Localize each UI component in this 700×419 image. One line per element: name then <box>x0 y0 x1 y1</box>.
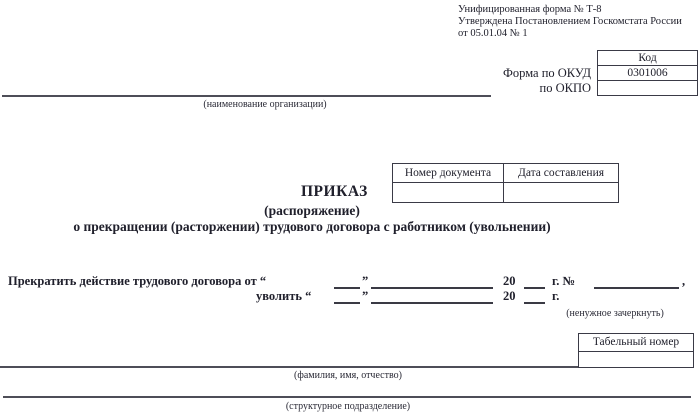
day1-blank[interactable] <box>334 276 360 289</box>
code-box-header: Код <box>598 51 697 66</box>
day2-blank[interactable] <box>334 291 360 304</box>
personnel-number-header: Табельный номер <box>579 334 693 352</box>
code-box <box>597 50 698 96</box>
doc-number-column <box>393 164 503 202</box>
month1-blank[interactable] <box>371 276 493 289</box>
form-meta-block <box>458 4 682 40</box>
year1-suffix-number-label: г. № <box>552 274 576 288</box>
approval-date-line: от 05.01.04 № 1 <box>458 27 528 39</box>
personnel-number-box <box>578 333 694 368</box>
fio-field[interactable] <box>0 366 578 368</box>
order-subject: о прекращении (расторжении) трудового договора с работником (увольнении) <box>73 219 551 234</box>
division-field[interactable] <box>3 396 691 398</box>
year1-blank[interactable] <box>524 276 545 289</box>
organization-name-field[interactable] <box>2 95 491 97</box>
close-quote-2: ” <box>362 289 369 303</box>
close-quote-1: ” <box>362 274 369 288</box>
year2-suffix: г. <box>552 289 560 303</box>
line1-comma: , <box>682 274 686 288</box>
okud-label: Форма по ОКУД <box>503 66 591 80</box>
month2-blank[interactable] <box>371 291 493 304</box>
division-caption: (структурное подразделение) <box>285 401 411 412</box>
okud-code-cell: 0301006 <box>598 66 697 81</box>
okpo-label: по ОКПО <box>539 81 591 95</box>
form-type-line: Унифицированная форма № Т-8 <box>458 4 602 15</box>
year2-blank[interactable] <box>524 291 545 304</box>
order-subtitle: (распоряжение) <box>264 203 360 218</box>
dismiss-text: уволить “ <box>256 289 312 303</box>
doc-date-header: Дата составления <box>504 164 618 183</box>
doc-number-header: Номер документа <box>393 164 503 183</box>
fio-caption: (фамилия, имя, отчество) <box>294 370 402 381</box>
order-number-blank[interactable] <box>594 276 679 289</box>
strike-note: (ненужное зачеркнуть) <box>566 308 664 319</box>
approval-line: Утверждена Постановлением Госкомстата России <box>458 15 682 27</box>
doc-date-column <box>503 164 618 202</box>
order-title: ПРИКАЗ <box>301 183 368 200</box>
okpo-code-cell[interactable] <box>598 81 697 95</box>
doc-number-cell[interactable] <box>393 183 503 202</box>
doc-date-cell[interactable] <box>504 183 618 202</box>
personnel-number-cell[interactable] <box>579 352 693 367</box>
organization-caption: (наименование организации) <box>203 99 327 110</box>
year1-prefix: 20 <box>503 274 516 288</box>
terminate-contract-text: Прекратить действие трудового договора от “ <box>8 274 267 288</box>
year2-prefix: 20 <box>503 289 516 303</box>
doc-number-date-table <box>392 163 619 203</box>
